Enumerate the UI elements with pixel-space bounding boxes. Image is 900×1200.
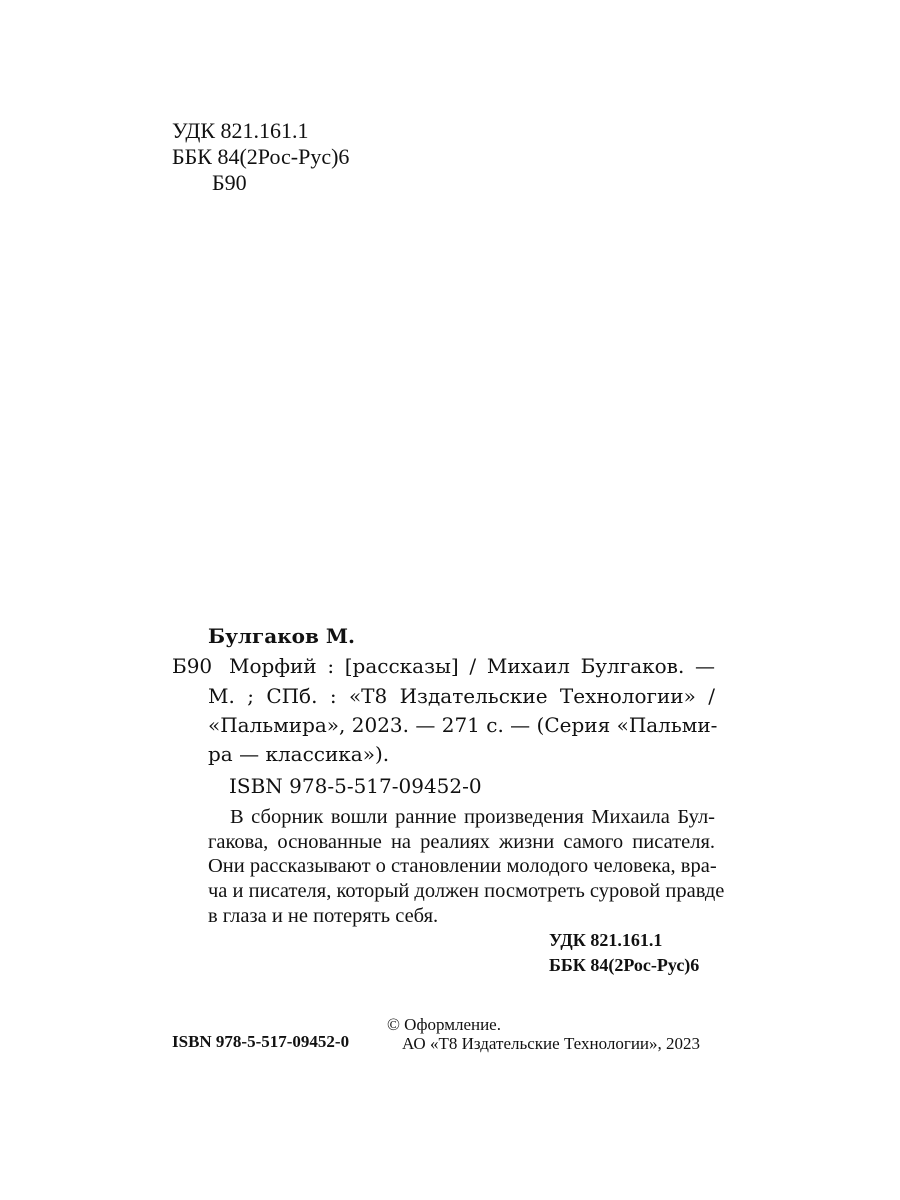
udk-code-bottom: УДК 821.161.1 [549, 930, 663, 950]
annotation-line: ча и писателя, который должен посмотреть суровой правде [208, 880, 725, 902]
bbk-code-bottom: ББК 84(2Рос-Рус)6 [549, 955, 700, 975]
isbn-main: ISBN 978-5-517-09452-0 [229, 774, 482, 798]
author-heading: Булгаков М. [208, 624, 355, 648]
author-sign-top: Б90 [212, 170, 247, 195]
publisher-line: АО «Т8 Издательские Технологии», 2023 [402, 1034, 701, 1053]
annotation-line: Они рассказывают о становлении молодого человека, вра- [208, 855, 717, 877]
isbn-footer: ISBN 978-5-517-09452-0 [172, 1032, 350, 1051]
annotation-line: гакова, основанные на реалиях жизни самого писателя. [208, 831, 715, 853]
udk-code-top: УДК 821.161.1 [172, 118, 309, 143]
bbk-code-top: ББК 84(2Рос-Рус)6 [172, 144, 350, 169]
author-sign: Б90 [172, 654, 213, 678]
description-line: ра — классика»). [208, 742, 390, 766]
description-line: М. ; СПб. : «Т8 Издательские Технологии» / [208, 684, 715, 708]
copyright-line: © Оформление. [387, 1015, 501, 1034]
description-line: «Пальмира», 2023. — 271 с. — (Серия «Пальми- [208, 713, 718, 737]
annotation-line: в глаза и не потерять себя. [208, 905, 439, 927]
annotation-line: В сборник вошли ранние произведения Михаила Бул- [230, 806, 715, 828]
description-line: Морфий : [рассказы] / Михаил Булгаков. — [229, 654, 715, 678]
